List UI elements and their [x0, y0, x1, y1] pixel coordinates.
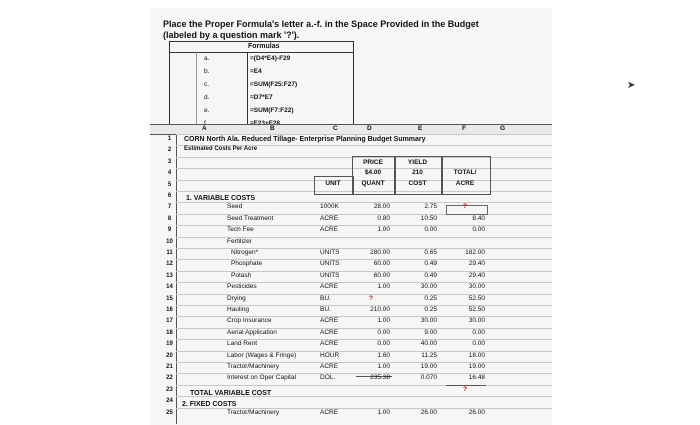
row-number[interactable]: 4	[167, 170, 172, 177]
item-quant: 1.60	[377, 351, 390, 359]
column-header-c[interactable]: C	[333, 125, 338, 132]
item-total: 0.00	[472, 226, 485, 234]
formula-text: =SUM(F7:F22)	[250, 107, 294, 114]
row-number[interactable]: 11	[166, 250, 173, 256]
item-total: 26.00	[468, 408, 485, 416]
row-number[interactable]: 9	[167, 227, 172, 234]
item-name: Tech Fee	[227, 226, 254, 234]
column-header-b[interactable]: B	[270, 125, 275, 132]
formula-letter: c.	[204, 81, 210, 88]
budget-title: CORN North Ala. Reduced Tillage- Enterprise Planning Budget Summary	[184, 136, 426, 143]
row-number[interactable]: 22	[166, 375, 173, 382]
row-divider	[176, 134, 552, 135]
column-header-f[interactable]: F	[462, 125, 466, 132]
row-number[interactable]: 12	[166, 261, 173, 268]
item-total: 8.40	[472, 214, 485, 222]
item-unit: UNITS	[320, 260, 340, 268]
answer-placeholder[interactable]: ?	[463, 203, 467, 211]
item-cost: 30.00	[420, 283, 437, 291]
formula-text: =SUM(F25:F27)	[250, 81, 298, 88]
item-name: Fertilizer	[227, 237, 252, 245]
item-cost: 19.00	[420, 363, 437, 370]
formula-row	[170, 80, 353, 90]
item-cost: 0.49	[424, 260, 437, 268]
row-number[interactable]: 25	[166, 409, 173, 416]
item-cost: 11.25	[421, 351, 437, 359]
row-number[interactable]: 1	[167, 136, 172, 142]
item-name: Labor (Wages & Fringe)	[227, 351, 297, 359]
item-cost: 0.00	[424, 226, 437, 234]
row-number-column	[163, 134, 177, 424]
item-quant: 0.80	[377, 214, 390, 222]
item-unit: ACRE	[320, 328, 339, 336]
item-quant: 280.00	[370, 249, 390, 256]
item-cost: 0.65	[424, 249, 437, 256]
formula-text: =D7*E7	[250, 94, 273, 101]
item-total: 19.00	[468, 363, 485, 370]
variable-costs-heading: 1. VARIABLE COSTS	[186, 195, 256, 202]
item-unit: ACRE	[320, 214, 339, 222]
row-number[interactable]: 8	[167, 215, 172, 222]
item-unit: ACRE	[320, 363, 339, 370]
budget-subtitle: Estimated Costs Per Acre	[184, 146, 258, 152]
row-number[interactable]: 13	[166, 272, 173, 279]
item-cost: 0.25	[424, 306, 437, 313]
item-quant: 1.00	[377, 408, 390, 416]
total-sub: ACRE	[455, 180, 475, 187]
item-total: 29.40	[468, 271, 485, 279]
yield-sub: COST	[408, 180, 427, 187]
yield-label: YIELD	[407, 159, 428, 166]
formula-text: =E4	[250, 68, 262, 75]
total-label: TOTAL/	[453, 169, 477, 176]
item-total: 0.00	[472, 340, 485, 348]
row-number[interactable]: 18	[166, 329, 173, 336]
item-name: Crop Insurance	[227, 317, 272, 325]
item-quant: 28.00	[373, 203, 390, 211]
row-number[interactable]: 14	[166, 284, 173, 291]
instructions-line-1: Place the Proper Formula's letter a.-f. in the Space Provided in the Budget	[163, 19, 479, 29]
row-number[interactable]: 10	[166, 238, 173, 245]
yield-value: 210	[412, 169, 423, 176]
item-quant: 1.00	[377, 283, 390, 291]
item-cost: 0.25	[424, 294, 437, 302]
price-sub: QUANT	[361, 180, 385, 187]
column-header-g[interactable]: G	[500, 125, 506, 132]
item-unit: UNITS	[320, 271, 340, 279]
item-name: Nitrogen*	[231, 249, 259, 256]
item-total: 52.50	[468, 294, 485, 302]
row-number[interactable]: 19	[166, 341, 173, 348]
item-unit: DOL.	[320, 374, 336, 382]
item-name: Tractor/Machinery	[227, 408, 280, 416]
answer-placeholder[interactable]: ?	[463, 385, 467, 393]
item-name: Potash	[231, 271, 252, 279]
item-cost: 10.50	[420, 214, 437, 222]
item-name: Hauling	[227, 306, 250, 313]
item-cost: 40.00	[420, 340, 437, 348]
item-name: Land Rent	[227, 340, 257, 348]
row-number[interactable]: 15	[166, 295, 173, 302]
item-total: 16.48	[468, 374, 485, 382]
formulas-divider	[170, 52, 353, 53]
formula-row	[170, 106, 353, 116]
item-total: 29.40	[468, 260, 485, 268]
row-number[interactable]: 23	[166, 386, 173, 393]
item-total: 30.00	[468, 317, 485, 325]
item-quant: 1.00	[377, 317, 390, 325]
item-total: 18.00	[468, 351, 485, 359]
formula-row	[170, 54, 353, 64]
item-quant: 0.00	[377, 328, 390, 336]
item-cost: 9.00	[424, 328, 437, 336]
cursor-icon: ➤	[627, 80, 636, 91]
column-header-d[interactable]: D	[367, 125, 372, 132]
item-cost: 0.49	[424, 271, 437, 279]
item-unit: ACRE	[320, 283, 339, 291]
price-label: PRICE	[363, 159, 383, 166]
row-number[interactable]: 2	[167, 147, 172, 154]
column-header-e[interactable]: E	[418, 125, 423, 132]
item-unit: ACRE	[320, 408, 339, 416]
item-quant: 210.00	[370, 306, 390, 313]
item-unit: ACRE	[320, 340, 339, 348]
item-quant: 235.38	[370, 374, 390, 382]
item-unit: BU.	[320, 294, 331, 302]
formula-letter: d.	[204, 94, 210, 101]
item-total: 0.00	[472, 328, 485, 336]
item-unit: ACRE	[320, 317, 339, 325]
formula-letter: b.	[204, 68, 210, 75]
item-quant: 60.00	[373, 271, 390, 279]
instructions-line-2: (labeled by a question mark '?').	[163, 30, 300, 40]
column-header-a[interactable]: A	[202, 125, 207, 132]
row-number[interactable]: 16	[166, 307, 173, 313]
item-unit: ACRE	[320, 226, 339, 234]
item-name: Pesticides	[227, 283, 257, 291]
item-name: Seed	[227, 203, 243, 211]
price-value: $4.00	[364, 169, 382, 176]
row-number[interactable]: 17	[166, 318, 173, 325]
item-unit: 1000K	[320, 203, 339, 211]
item-unit: HOUR	[320, 351, 340, 359]
row-number[interactable]: 7	[167, 204, 172, 211]
formulas-header: Formulas	[248, 43, 280, 50]
row-number[interactable]: 6	[167, 193, 172, 199]
formula-letter: a.	[204, 55, 210, 62]
item-unit: BU.	[320, 306, 331, 313]
item-quant: 60.00	[373, 260, 390, 268]
formula-text: =(D4*E4)-F29	[250, 55, 291, 62]
item-total: 182.00	[465, 249, 485, 256]
row-number[interactable]: 20	[166, 352, 173, 359]
item-cost: 26.00	[420, 408, 437, 416]
fixed-costs-heading: 2. FIXED COSTS	[182, 401, 237, 408]
item-quant: 1.00	[377, 226, 390, 234]
item-name: Phosphate	[231, 260, 263, 268]
item-name: Aerial Application	[227, 328, 277, 336]
item-cost: 30.00	[420, 317, 437, 325]
item-total: 30.00	[468, 283, 485, 291]
item-name: Drying	[227, 294, 246, 302]
row-number[interactable]: 21	[166, 364, 173, 370]
item-name: Seed Treatment	[227, 214, 274, 222]
item-total: 52.50	[468, 306, 485, 313]
row-divider	[176, 385, 552, 386]
row-number[interactable]: 5	[167, 181, 172, 188]
answer-placeholder[interactable]: ?	[369, 294, 373, 302]
item-name: Tractor/Machinery	[227, 363, 280, 370]
row-number[interactable]: 3	[167, 158, 172, 165]
item-quant: 0.00	[377, 340, 390, 348]
formula-letter: e.	[204, 107, 210, 114]
formula-row	[170, 67, 353, 77]
item-unit: UNITS	[320, 249, 340, 256]
unit-label: UNIT	[325, 180, 341, 187]
item-name: Interest on Oper Capital	[227, 374, 297, 382]
formulas-table	[169, 41, 354, 135]
row-number[interactable]: 24	[166, 398, 173, 405]
item-cost: 2.75	[424, 203, 437, 211]
item-cost: 0.070	[420, 374, 437, 382]
total-variable-cost-label: TOTAL VARIABLE COST	[190, 390, 272, 397]
formula-row	[170, 93, 353, 103]
item-quant: 1.00	[377, 363, 390, 370]
